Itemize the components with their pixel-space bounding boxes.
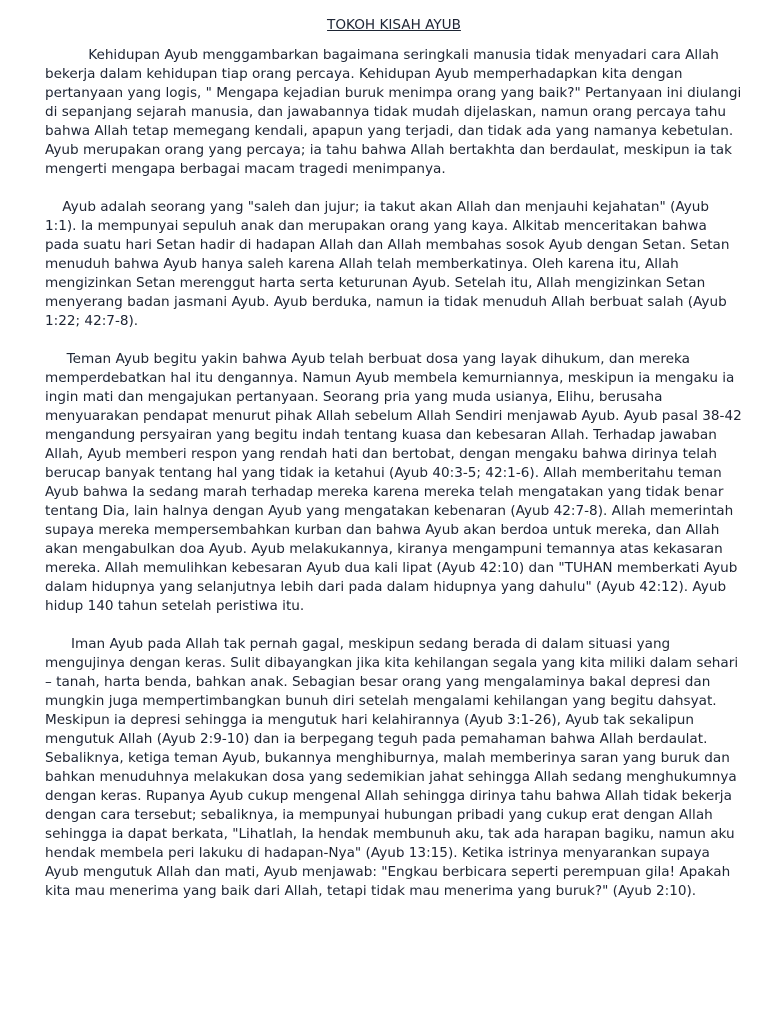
document-title: TOKOH KISAH AYUB <box>327 17 461 33</box>
paragraph-1: Kehidupan Ayub menggambarkan bagaimana seringkali manusia tidak menyadari cara Allah bekerja dalam kehidupan tiap orang percaya. Kehidupan Ayub memperhadapkan kita dengan pertanyaan yang logis, " Mengapa kejadian buruk menimpa orang yang baik?" Pertanyaan ini diulangi di sepanjang sejarah manusia, dan jawabannya tidak mudah dijelaskan, namun orang percaya tahu bahwa Allah tetap memegang kendali, apapun yang terjadi, dan tidak ada yang namanya kebetulan. Ayub merupakan orang yang percaya; ia tahu bahwa Allah bertakhta dan berdaulat, meskipun ia tak mengerti mengapa berbagai macam tragedi menimpanya. <box>45 47 746 177</box>
document-page <box>45 16 747 920</box>
paragraph-2: Ayub adalah seorang yang "saleh dan jujur; ia takut akan Allah dan menjauhi kejahatan" (Ayub 1:1). Ia mempunyai sepuluh anak dan merupakan orang yang kaya. Alkitab menceritakan bahwa pada suatu hari Setan hadir di hadapan Allah dan Allah membahas sosok Ayub dengan Setan. Setan menuduh bahwa Ayub hanya saleh karena Allah telah memberkatinya. Oleh karena itu, Allah mengizinkan Setan merenggut harta serta keturunan Ayub. Setelah itu, Allah mengizinkan Setan menyerang badan jasmani Ayub. Ayub berduka, namun ia tidak menuduh Allah berbuat salah (Ayub 1:22; 42:7-8). <box>45 199 734 329</box>
paragraph-3: Teman Ayub begitu yakin bahwa Ayub telah berbuat dosa yang layak dihukum, dan mereka memperdebatkan hal itu dengannya. Namun Ayub membela kemurniannya, meskipun ia mengaku ia ingin mati dan mengajukan pertanyaan. Seorang pria yang muda usianya, Elihu, berusaha menyuarakan pendapat menurut pihak Allah sebelum Allah Sendiri menjawab Ayub. Ayub pasal 38-42 mengandung persyairan yang begitu indah tentang kuasa dan kebesaran Allah. Terhadap jawaban Allah, Ayub memberi respon yang rendah hati dan bertobat, dengan mengaku bahwa dirinya telah berucap banyak tentang hal yang tidak ia ketahui (Ayub 40:3-5; 42:1-6). Allah memberitahu teman Ayub bahwa Ia sedang marah terhadap mereka karena mereka telah mengatakan yang tidak benar tentang Dia, lain halnya dengan Ayub yang mengatakan kebenaran (Ayub 42:7-8). Allah memerintah supaya mereka mempersembahkan kurban dan bahwa Ayub akan berdoa untuk mereka, dan Allah akan mengabulkan doa Ayub. Ayub melakukannya, kiranya mengampuni temannya atas kekasaran mereka. Allah memulihkan kebesaran Ayub dua kali lipat (Ayub 42:10) dan "TUHAN memberkati Ayub dalam hidupnya yang selanjutnya lebih dari pada dalam hidupnya yang dahulu" (Ayub 42:12). Ayub hidup 140 tahun setelah peristiwa itu. <box>45 351 747 614</box>
paragraph-4: Iman Ayub pada Allah tak pernah gagal, meskipun sedang berada di dalam situasi yang mengujinya dengan keras. Sulit dibayangkan jika kita kehilangan segala yang kita miliki dalam sehari – tanah, harta benda, bahkan anak. Sebagian besar orang yang mengalaminya bakal depresi dan mungkin juga mempertimbangkan bunuh diri setelah mengalami kehilangan yang begitu dahsyat. Meskipun ia depresi sehingga ia mengutuk hari kelahirannya (Ayub 3:1-26), Ayub tak sekalipun mengutuk Allah (Ayub 2:9-10) dan ia berpegang teguh pada pemahaman bahwa Allah berdaulat. Sebaliknya, ketiga teman Ayub, bukannya menghiburnya, malah memberinya saran yang buruk dan bahkan menuduhnya melakukan dosa yang sedemikian jahat sehingga Allah sedang menghukumnya dengan keras. Rupanya Ayub cukup mengenal Allah sehingga dirinya tahu bahwa Allah tidak bekerja dengan cara tersebut; sebaliknya, ia mempunyai hubungan pribadi yang cukup erat dengan Allah sehingga ia dapat berkata, "Lihatlah, Ia hendak membunuh aku, tak ada harapan bagiku, namun aku hendak membela peri lakuku di hadapan-Nya" (Ayub 13:15). Ketika istrinya menyarankan supaya Ayub mengutuk Allah dan mati, Ayub menjawab: "Engkau berbicara seperti perempuan gila! Apakah kita mau menerima yang baik dari Allah, tetapi tidak mau menerima yang buruk?" (Ayub 2:10). <box>45 636 743 899</box>
